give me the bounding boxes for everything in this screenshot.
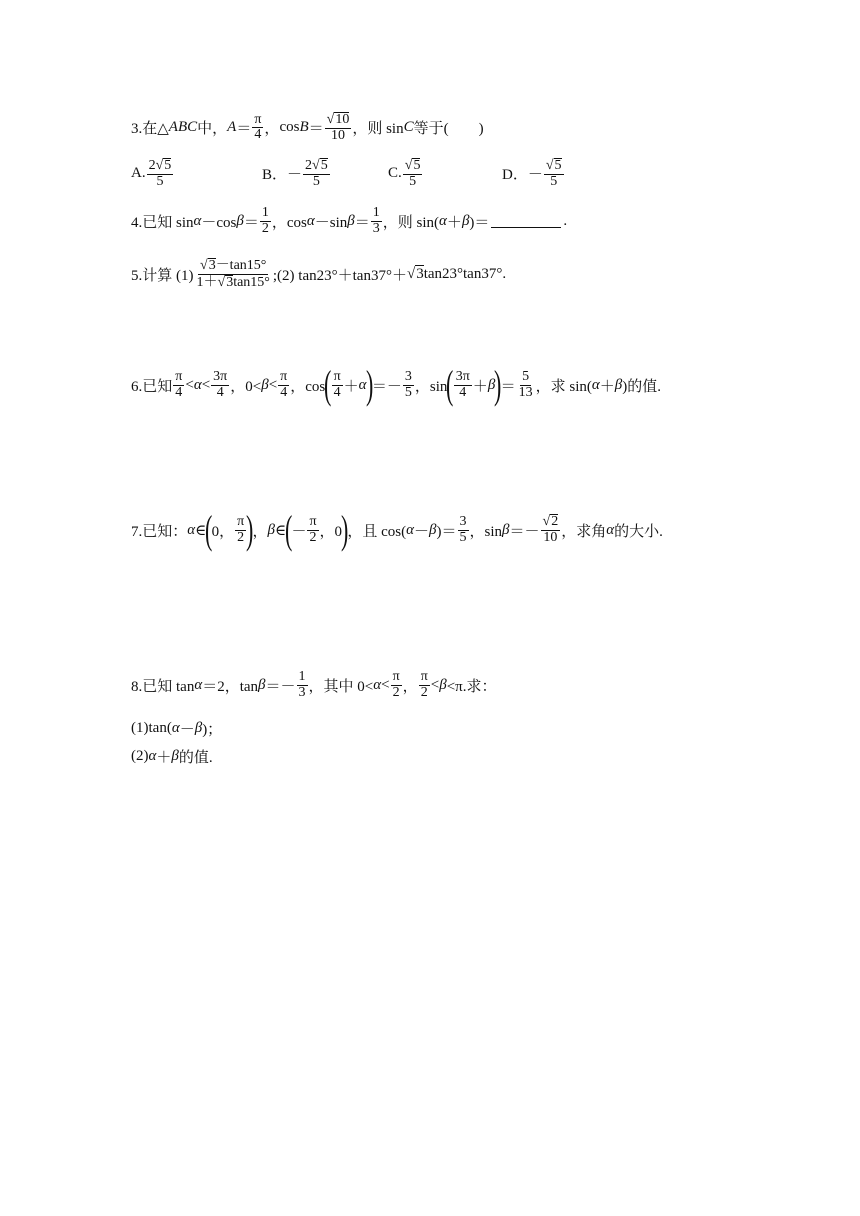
- q3-text: ，则 sin: [352, 121, 404, 138]
- q4-text: )＝: [469, 214, 490, 231]
- beta: β: [502, 521, 510, 538]
- q3-text: 等于( ): [413, 121, 484, 138]
- minus: －: [179, 722, 195, 738]
- q6-frac-pi-4: [173, 370, 184, 400]
- alpha: α: [358, 376, 367, 393]
- q5-text: ;(2) tan23°＋tan37°＋: [272, 267, 407, 284]
- q6-frac-3-5: [403, 370, 414, 400]
- comma: ，: [402, 678, 418, 695]
- den-tail: tan15°: [233, 274, 270, 290]
- q3-option-b[interactable]: [262, 158, 331, 189]
- beta: β: [258, 676, 266, 693]
- q3-var-a: A: [227, 119, 237, 136]
- frac-num: 2√5: [305, 158, 328, 173]
- q6-paren-group: [324, 362, 373, 407]
- question-4: [131, 206, 567, 236]
- frac-den: 5: [550, 173, 558, 189]
- alpha: α: [373, 676, 382, 693]
- frac-pi-2: [307, 515, 318, 545]
- q3-eq: ＝: [236, 121, 252, 138]
- q7-interval-alpha: [205, 507, 254, 552]
- element-of: ∈: [275, 522, 287, 539]
- frac-den: 2: [392, 684, 400, 700]
- lt: <: [185, 376, 194, 393]
- question-8-part-1: [131, 718, 222, 739]
- frac-num: √2: [542, 514, 559, 530]
- frac-den: 2: [309, 529, 317, 545]
- q8-text: (1)tan(: [131, 720, 172, 736]
- interval-end: ，0: [319, 523, 343, 540]
- q4-end: .: [563, 212, 568, 229]
- beta: β: [614, 376, 623, 393]
- alpha: α: [591, 376, 600, 393]
- frac-num: 1: [261, 205, 269, 220]
- beta: β: [261, 376, 269, 393]
- inner-frac: [332, 370, 343, 400]
- frac-num: 2√5: [148, 158, 172, 173]
- beta: β: [267, 521, 275, 538]
- q8-text: ＝2，tan: [202, 678, 259, 695]
- q3-var-c: C: [403, 119, 414, 136]
- q3-option-c[interactable]: [388, 158, 423, 189]
- frac-den: 5: [156, 173, 164, 189]
- frac-den: 5: [404, 384, 412, 400]
- q8-text: )；: [202, 722, 223, 738]
- q3-comma: ，: [264, 121, 280, 138]
- question-5: 5.计算 (1) $\frac{√3-\tan 15^\circ}{1+√3\tan 15^\circ}$ ;(2) tan23°＋tan37°＋ √ 3 tan23°tan37°.: [131, 258, 507, 290]
- q3-cos: cos: [279, 119, 300, 136]
- question-3: [131, 112, 484, 143]
- frac-num: 1: [372, 205, 380, 220]
- q8-text: 8.已知 tan: [131, 678, 195, 695]
- frac-num: √5: [545, 158, 562, 173]
- q3-var-b: B: [299, 119, 309, 136]
- frac-den: 4: [216, 384, 224, 400]
- radicand: 3: [416, 266, 424, 283]
- q3-option-d[interactable]: [502, 158, 565, 189]
- radicand: 3: [226, 274, 234, 290]
- q5-text: tan23°tan37°.: [423, 265, 507, 282]
- q4-text: 4.已知 sin: [131, 214, 194, 231]
- q6-text: ，求 sin(: [535, 378, 592, 395]
- q7-text: 7.已知：: [131, 523, 188, 540]
- q4-text: ，cos: [271, 214, 307, 231]
- beta: β: [461, 212, 470, 229]
- beta: β: [194, 720, 203, 736]
- q7-frac-3-5: [458, 515, 469, 545]
- alpha: α: [171, 720, 180, 736]
- plus: ＋: [472, 378, 488, 395]
- q3-option-a[interactable]: [131, 158, 174, 189]
- frac-num: 3: [459, 513, 467, 529]
- option-label: A.: [131, 165, 146, 182]
- q6-text: 6.已知: [131, 378, 173, 395]
- frac-num: 3: [404, 368, 412, 384]
- q8-frac-1-3: [297, 670, 308, 700]
- frac-num: π: [392, 669, 400, 684]
- radicand: 2: [551, 514, 559, 530]
- q6-frac-3pi-4: [211, 370, 229, 400]
- q6-paren-group: [446, 362, 502, 407]
- frac-den: 4: [280, 384, 288, 400]
- frac-num: √10: [326, 112, 350, 127]
- q4-text: －cos: [201, 214, 237, 231]
- frac-pi-2: [235, 515, 246, 545]
- q3-text: 3.在△: [131, 121, 169, 138]
- lt: <: [201, 376, 211, 393]
- lt: <: [268, 376, 278, 393]
- beta: β: [171, 748, 179, 764]
- radicand: 5: [164, 158, 172, 173]
- beta: β: [347, 212, 355, 229]
- left-paren: (: [324, 362, 332, 407]
- frac-den: 10: [543, 530, 558, 545]
- q7-text: 的大小.: [614, 523, 663, 540]
- q4-eq: ＝: [243, 214, 259, 231]
- alpha: α: [439, 212, 447, 229]
- q6-text: ，sin: [414, 378, 448, 395]
- neg: －: [291, 523, 307, 540]
- element-of: ∈: [195, 522, 207, 539]
- q8-text: ＝－: [265, 678, 296, 695]
- q8-text: <π.求：: [446, 678, 497, 695]
- frac-den: 13: [518, 384, 533, 400]
- frac-den: 2: [261, 220, 269, 236]
- frac-den: 3: [298, 684, 306, 700]
- frac-num: 3π: [455, 368, 470, 384]
- frac-num: 3π: [213, 368, 228, 384]
- frac-den: 4: [333, 384, 341, 400]
- option-frac: [147, 158, 174, 189]
- q3-text: 中，: [197, 121, 228, 138]
- q6-frac-5-13: [517, 370, 535, 400]
- q7-text: ，求角: [561, 523, 607, 540]
- option-label: B．－: [262, 167, 303, 184]
- question-7: [131, 507, 663, 552]
- frac-den: 5: [312, 173, 320, 189]
- frac-num: √5: [404, 158, 421, 173]
- q3-frac-pi-4: [252, 113, 263, 143]
- radicand: 5: [554, 158, 562, 173]
- frac-den: 4: [175, 384, 183, 400]
- question-6: [131, 362, 662, 407]
- beta: β: [439, 676, 447, 693]
- frac-den: 5: [409, 173, 417, 189]
- q6-text: )的值.: [622, 378, 662, 395]
- q8-frac-pi-2: [391, 670, 402, 700]
- alpha: α: [193, 212, 202, 229]
- q4-text: －sin: [314, 214, 348, 231]
- left-paren: (: [446, 362, 454, 407]
- plus: ＋: [343, 378, 359, 395]
- frac-den: 3: [372, 220, 380, 236]
- frac-num: π: [280, 368, 288, 384]
- radicand: 5: [413, 158, 421, 173]
- right-paren: ): [246, 507, 254, 552]
- frac-num: √3－tan15°: [200, 258, 267, 273]
- q7-frac-sqrt2-10: [541, 514, 561, 545]
- q6-text: ，0<: [230, 378, 262, 395]
- frac-num: π: [309, 513, 317, 529]
- frac-den: 2: [237, 529, 245, 545]
- option-label: D．－: [502, 167, 543, 184]
- coef: 2: [148, 158, 156, 173]
- q3-frac-sqrt10-10: [325, 112, 352, 143]
- frac-num: 5: [522, 368, 530, 384]
- frac-num: π: [175, 368, 183, 384]
- beta: β: [236, 212, 244, 229]
- q4-eq: ＝: [354, 214, 370, 231]
- alpha: α: [406, 521, 414, 538]
- question-8-part-2: [131, 746, 213, 767]
- option-label: C.: [388, 165, 402, 182]
- inner-frac: [454, 370, 472, 400]
- radicand: 5: [320, 158, 328, 173]
- alpha: α: [306, 212, 315, 229]
- alpha: α: [187, 521, 196, 538]
- question-8: [131, 670, 497, 700]
- frac-num: π: [333, 368, 341, 384]
- frac-den: 10: [330, 127, 345, 143]
- alpha: α: [606, 521, 615, 538]
- lt: <: [430, 676, 440, 693]
- q4-frac-1-3: [371, 206, 382, 236]
- frac-den: 2: [420, 684, 428, 700]
- frac-den: 5: [459, 529, 467, 545]
- frac-num: π: [254, 111, 262, 127]
- plus: ＋: [156, 750, 172, 766]
- q6-text: ＝－: [371, 378, 402, 395]
- den-head: 1＋: [196, 274, 218, 290]
- coef: 2: [305, 158, 313, 173]
- frac-num: π: [420, 669, 428, 684]
- frac-den: 1＋√3tan15°: [196, 274, 270, 290]
- interval-start: 0，: [211, 523, 235, 540]
- radicand: 10: [335, 112, 350, 127]
- q3-abc: ABC: [168, 119, 198, 136]
- q7-interval-beta: [285, 507, 349, 552]
- left-paren: (: [285, 507, 293, 552]
- q3-eq: ＝: [308, 121, 324, 138]
- q4-text: ，则 sin(: [382, 214, 440, 231]
- q8-text: (2): [131, 748, 149, 764]
- beta: β: [429, 521, 437, 538]
- left-paren: (: [205, 507, 213, 552]
- frac-num: π: [237, 513, 245, 529]
- frac-num: 1: [298, 669, 306, 684]
- minus: －: [414, 523, 430, 540]
- option-frac: [303, 158, 330, 189]
- option-frac: [544, 158, 564, 189]
- right-paren: ): [341, 507, 349, 552]
- answer-blank[interactable]: [491, 215, 561, 228]
- comma: ，: [252, 523, 268, 540]
- beta: β: [487, 376, 496, 393]
- frac-den: 4: [254, 127, 262, 143]
- option-frac: [403, 158, 423, 189]
- q7-text: ＝－: [509, 523, 540, 540]
- q5-frac: [195, 258, 272, 290]
- right-paren: ): [365, 362, 373, 407]
- radicand: 3: [208, 258, 216, 273]
- lt: <: [381, 676, 390, 693]
- alpha: α: [148, 748, 157, 764]
- q5-text: 5.计算 (1): [131, 267, 194, 284]
- alpha: α: [193, 376, 202, 393]
- q6-text: ，cos: [290, 378, 326, 395]
- q7-text: ，且 cos(: [347, 523, 407, 540]
- q8-text: 的值.: [178, 750, 213, 766]
- frac-den: 4: [459, 384, 467, 400]
- q4-plus: ＋: [446, 214, 462, 231]
- q8-text: ，其中 0<: [308, 678, 374, 695]
- q7-text: )＝: [436, 523, 457, 540]
- eq: ＝: [500, 378, 516, 395]
- plus: ＋: [599, 378, 615, 395]
- alpha: α: [194, 676, 203, 693]
- q4-frac-1-2: [260, 206, 271, 236]
- q8-frac-pi-2b: [419, 670, 430, 700]
- q6-frac-pi-4b: [278, 370, 289, 400]
- num-tail: －tan15°: [215, 258, 267, 273]
- right-paren: ): [494, 362, 502, 407]
- q7-text: ，sin: [469, 523, 503, 540]
